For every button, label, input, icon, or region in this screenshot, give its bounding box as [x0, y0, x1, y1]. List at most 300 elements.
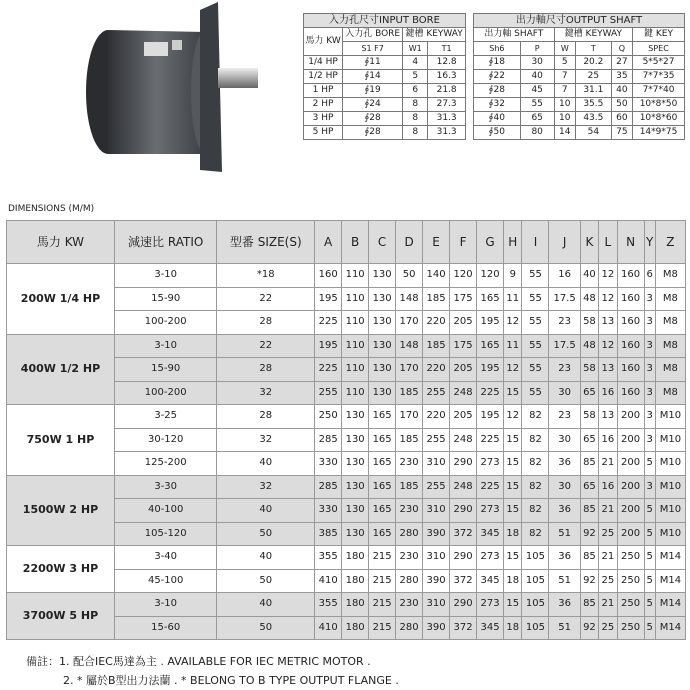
- table-cell: 65: [580, 475, 598, 499]
- table-cell: 160: [617, 311, 644, 335]
- table-cell: 225: [477, 475, 504, 499]
- table-cell: 310: [423, 452, 450, 476]
- table-cell: 17.5: [549, 287, 580, 311]
- table-cell: M10: [655, 522, 685, 546]
- table-cell: 130: [342, 452, 369, 476]
- table-cell: 3-10: [114, 264, 216, 288]
- table-cell: 1 HP: [304, 84, 343, 98]
- table-cell: 165: [369, 428, 396, 452]
- table-cell: 60: [611, 112, 632, 126]
- table-cell: 3-10: [114, 334, 216, 358]
- power-label: 400W 1/2 HP: [7, 334, 115, 405]
- table-cell: 18: [504, 522, 522, 546]
- table-row: [304, 84, 466, 98]
- table-row: [474, 112, 685, 126]
- table-cell: 175: [450, 334, 477, 358]
- table-cell: 285: [315, 428, 342, 452]
- table-cell: 5: [644, 593, 655, 617]
- table-row: [7, 264, 686, 288]
- column-header: L: [599, 221, 617, 264]
- table-cell: 25: [599, 569, 617, 593]
- table-cell: 5: [644, 616, 655, 640]
- table-cell: 32: [217, 428, 315, 452]
- table-cell: 225: [477, 428, 504, 452]
- column-subheader: Q: [611, 42, 632, 56]
- table-cell: 31.3: [428, 112, 466, 126]
- table-cell: 110: [342, 311, 369, 335]
- table-cell: 290: [450, 452, 477, 476]
- table-cell: 11: [504, 334, 522, 358]
- table-cell: 32: [217, 475, 315, 499]
- table-cell: 32: [217, 381, 315, 405]
- table-cell: 28: [217, 358, 315, 382]
- column-subheader: Sh6: [474, 42, 521, 56]
- output-shaft-table: [473, 13, 685, 140]
- table-cell: 21.8: [428, 84, 466, 98]
- table-cell: 7: [554, 70, 575, 84]
- table-cell: 250: [315, 405, 342, 429]
- table-cell: 140: [423, 264, 450, 288]
- table-cell: 10*8*50: [633, 98, 685, 112]
- table-row: [474, 126, 685, 140]
- table-cell: 205: [450, 358, 477, 382]
- table-cell: 36: [549, 452, 580, 476]
- table-cell: 175: [450, 287, 477, 311]
- table-cell: 280: [396, 522, 423, 546]
- table-cell: 12: [599, 264, 617, 288]
- table-cell: 5: [554, 56, 575, 70]
- table-row: [304, 56, 466, 70]
- table-cell: 285: [315, 475, 342, 499]
- table-cell: 82: [522, 475, 549, 499]
- table-cell: 14*9*75: [633, 126, 685, 140]
- table-cell: 130: [342, 522, 369, 546]
- table-cell: 21: [599, 593, 617, 617]
- table-cell: 40: [217, 546, 315, 570]
- table-cell: 45: [520, 84, 554, 98]
- table-row: [7, 334, 686, 358]
- table-cell: 31.3: [428, 126, 466, 140]
- table-cell: ∮14: [343, 70, 403, 84]
- table-cell: 105-120: [114, 522, 216, 546]
- table-cell: 105: [522, 569, 549, 593]
- table-cell: 255: [423, 428, 450, 452]
- table-cell: M8: [655, 264, 685, 288]
- table-cell: 12: [599, 287, 617, 311]
- table-cell: 50: [611, 98, 632, 112]
- keyway-header: 鍵槽 KEYWAY: [403, 28, 466, 42]
- table-cell: 5: [644, 452, 655, 476]
- table-cell: 58: [580, 311, 598, 335]
- table-cell: ∮32: [474, 98, 521, 112]
- table-cell: 5: [644, 569, 655, 593]
- table-cell: 130: [342, 405, 369, 429]
- table-cell: 9: [504, 264, 522, 288]
- table-cell: 125-200: [114, 452, 216, 476]
- input-bore-title: 入力孔尺寸INPUT BORE: [304, 14, 466, 28]
- table-cell: 12: [504, 311, 522, 335]
- table-cell: 15-60: [114, 616, 216, 640]
- table-cell: M10: [655, 475, 685, 499]
- table-cell: 3-25: [114, 405, 216, 429]
- column-header: H: [504, 221, 522, 264]
- table-cell: 130: [369, 287, 396, 311]
- table-cell: 20.2: [575, 56, 611, 70]
- table-cell: 5: [644, 499, 655, 523]
- table-cell: 215: [369, 569, 396, 593]
- table-cell: M14: [655, 569, 685, 593]
- table-cell: 92: [580, 522, 598, 546]
- table-cell: 85: [580, 499, 598, 523]
- table-cell: 248: [450, 475, 477, 499]
- table-cell: 110: [342, 334, 369, 358]
- table-cell: 7*7*35: [633, 70, 685, 84]
- table-cell: 50: [217, 616, 315, 640]
- table-cell: 148: [396, 334, 423, 358]
- column-subheader: W: [554, 42, 575, 56]
- table-row: [474, 70, 685, 84]
- power-label: 200W 1/4 HP: [7, 264, 115, 335]
- table-cell: 36: [549, 546, 580, 570]
- table-cell: ∮11: [343, 56, 403, 70]
- table-cell: 15: [504, 428, 522, 452]
- table-cell: 290: [450, 546, 477, 570]
- table-cell: 1/2 HP: [304, 70, 343, 84]
- table-cell: 130: [369, 381, 396, 405]
- table-cell: 290: [450, 593, 477, 617]
- table-cell: 65: [580, 428, 598, 452]
- table-row: [7, 593, 686, 617]
- table-cell: 410: [315, 616, 342, 640]
- notes: [26, 652, 399, 690]
- table-cell: 185: [396, 428, 423, 452]
- table-cell: 170: [396, 358, 423, 382]
- table-cell: 3: [644, 287, 655, 311]
- table-cell: 273: [477, 499, 504, 523]
- table-cell: 290: [450, 499, 477, 523]
- table-cell: 3-40: [114, 546, 216, 570]
- column-header: D: [396, 221, 423, 264]
- table-cell: 50: [217, 569, 315, 593]
- table-cell: 130: [342, 428, 369, 452]
- table-cell: 410: [315, 569, 342, 593]
- table-cell: 200: [617, 522, 644, 546]
- s1f7-header: S1 F7: [343, 42, 403, 56]
- table-cell: 15: [504, 546, 522, 570]
- table-cell: ∮40: [474, 112, 521, 126]
- table-cell: 165: [369, 475, 396, 499]
- table-cell: M10: [655, 405, 685, 429]
- table-cell: 200: [617, 452, 644, 476]
- table-cell: 195: [477, 358, 504, 382]
- table-cell: 45-100: [114, 569, 216, 593]
- keyway-header: 鍵槽 KEYWAY: [554, 28, 632, 42]
- table-cell: 58: [580, 405, 598, 429]
- table-cell: 180: [342, 569, 369, 593]
- table-cell: ∮28: [343, 112, 403, 126]
- table-cell: 5*5*27: [633, 56, 685, 70]
- column-header: 馬力 KW: [7, 221, 115, 264]
- table-cell: 82: [522, 428, 549, 452]
- table-cell: 16: [549, 264, 580, 288]
- table-cell: 195: [315, 287, 342, 311]
- column-header: I: [522, 221, 549, 264]
- table-cell: 16: [599, 428, 617, 452]
- table-cell: 100-200: [114, 381, 216, 405]
- table-cell: 2 HP: [304, 98, 343, 112]
- table-cell: 345: [477, 569, 504, 593]
- table-row: [7, 546, 686, 570]
- table-cell: 195: [477, 405, 504, 429]
- table-cell: 255: [423, 475, 450, 499]
- table-cell: 40: [580, 264, 598, 288]
- table-cell: 12.8: [428, 56, 466, 70]
- note-2: 2. * 屬於B型出力法蘭 . * BELONG TO B TYPE OUTPUT FLANGE .: [63, 674, 399, 687]
- table-row: [474, 98, 685, 112]
- table-row: [7, 475, 686, 499]
- table-cell: 10: [554, 112, 575, 126]
- bore-header: 入力孔 BORE: [343, 28, 403, 42]
- table-cell: 30: [520, 56, 554, 70]
- table-cell: 15: [504, 381, 522, 405]
- table-cell: 25: [575, 70, 611, 84]
- table-cell: 160: [617, 287, 644, 311]
- column-header: C: [369, 221, 396, 264]
- table-cell: 36: [549, 593, 580, 617]
- table-cell: 195: [477, 311, 504, 335]
- table-cell: 40: [611, 84, 632, 98]
- table-cell: 110: [342, 287, 369, 311]
- table-cell: 11: [504, 287, 522, 311]
- table-cell: 372: [450, 522, 477, 546]
- table-cell: 165: [369, 405, 396, 429]
- table-cell: ∮19: [343, 84, 403, 98]
- table-cell: 85: [580, 452, 598, 476]
- table-cell: 130: [369, 334, 396, 358]
- table-cell: 13: [599, 358, 617, 382]
- table-cell: 23: [549, 311, 580, 335]
- table-cell: 5: [403, 70, 428, 84]
- table-cell: 40: [217, 593, 315, 617]
- table-cell: 15: [504, 593, 522, 617]
- table-cell: 215: [369, 546, 396, 570]
- table-cell: 43.5: [575, 112, 611, 126]
- column-header: Z: [655, 221, 685, 264]
- table-cell: 8: [403, 126, 428, 140]
- table-cell: 105: [522, 593, 549, 617]
- output-shaft-title: 出力軸尺寸OUTPUT SHAFT: [474, 14, 685, 28]
- power-label: 750W 1 HP: [7, 405, 115, 476]
- column-header: J: [549, 221, 580, 264]
- table-cell: 130: [342, 475, 369, 499]
- table-cell: 21: [599, 499, 617, 523]
- table-row: [304, 98, 466, 112]
- table-cell: 22: [217, 334, 315, 358]
- table-cell: M8: [655, 287, 685, 311]
- column-header: N: [617, 221, 644, 264]
- table-row: [7, 405, 686, 429]
- shaft-header: 出力軸 SHAFT: [474, 28, 555, 42]
- power-header: 馬力 KW: [304, 28, 343, 56]
- w1-header: W1: [403, 42, 428, 56]
- column-header: Y: [644, 221, 655, 264]
- table-cell: 17.5: [549, 334, 580, 358]
- table-cell: 55: [520, 98, 554, 112]
- table-cell: 255: [423, 381, 450, 405]
- table-cell: 372: [450, 569, 477, 593]
- table-cell: 85: [580, 593, 598, 617]
- table-cell: M14: [655, 546, 685, 570]
- table-cell: 372: [450, 616, 477, 640]
- table-cell: 65: [520, 112, 554, 126]
- table-cell: 75: [611, 126, 632, 140]
- table-cell: 105: [522, 546, 549, 570]
- table-cell: 50: [217, 522, 315, 546]
- table-cell: 205: [450, 311, 477, 335]
- table-cell: 215: [369, 593, 396, 617]
- table-cell: 15-90: [114, 358, 216, 382]
- table-cell: 27: [611, 56, 632, 70]
- table-cell: ∮28: [474, 84, 521, 98]
- table-cell: 3-10: [114, 593, 216, 617]
- table-cell: 22: [217, 287, 315, 311]
- table-cell: 13: [599, 405, 617, 429]
- column-header: B: [342, 221, 369, 264]
- table-cell: 165: [477, 287, 504, 311]
- table-cell: 55: [522, 287, 549, 311]
- table-cell: 3: [644, 311, 655, 335]
- table-cell: 28: [217, 311, 315, 335]
- table-cell: 165: [369, 499, 396, 523]
- table-cell: 14: [554, 126, 575, 140]
- table-cell: 3: [644, 334, 655, 358]
- table-cell: 3: [644, 475, 655, 499]
- table-cell: 3 HP: [304, 112, 343, 126]
- table-cell: 65: [580, 381, 598, 405]
- table-cell: 195: [315, 334, 342, 358]
- table-cell: M10: [655, 452, 685, 476]
- column-header: F: [450, 221, 477, 264]
- table-cell: 48: [580, 334, 598, 358]
- table-cell: 18: [504, 569, 522, 593]
- table-cell: 31.1: [575, 84, 611, 98]
- table-cell: 160: [617, 381, 644, 405]
- table-cell: 35.5: [575, 98, 611, 112]
- table-cell: 35: [611, 70, 632, 84]
- table-cell: 12: [599, 334, 617, 358]
- table-cell: 10: [554, 98, 575, 112]
- table-cell: 130: [342, 499, 369, 523]
- dimensions-title: DIMENSIONS (M/M): [8, 204, 95, 214]
- table-cell: 30: [549, 475, 580, 499]
- table-cell: 310: [423, 593, 450, 617]
- table-cell: 170: [396, 405, 423, 429]
- table-cell: 30: [549, 381, 580, 405]
- table-cell: 92: [580, 569, 598, 593]
- table-cell: 330: [315, 452, 342, 476]
- table-cell: 355: [315, 546, 342, 570]
- column-header: 減速比 RATIO: [114, 221, 216, 264]
- column-header: K: [580, 221, 598, 264]
- table-cell: 280: [396, 569, 423, 593]
- table-cell: 160: [315, 264, 342, 288]
- table-cell: 130: [369, 311, 396, 335]
- table-cell: 390: [423, 522, 450, 546]
- table-cell: 3: [644, 428, 655, 452]
- key-header: 鍵 KEY: [633, 28, 685, 42]
- column-subheader: SPEC: [633, 42, 685, 56]
- table-cell: 310: [423, 546, 450, 570]
- table-cell: *18: [217, 264, 315, 288]
- column-header: A: [315, 221, 342, 264]
- table-cell: ∮18: [474, 56, 521, 70]
- table-cell: 230: [396, 546, 423, 570]
- table-cell: 15: [504, 452, 522, 476]
- table-cell: 7: [554, 84, 575, 98]
- table-cell: 6: [403, 84, 428, 98]
- table-row: [474, 56, 685, 70]
- table-cell: 25: [599, 616, 617, 640]
- table-cell: 200: [617, 428, 644, 452]
- table-cell: 55: [522, 311, 549, 335]
- table-cell: 40: [217, 452, 315, 476]
- table-cell: ∮24: [343, 98, 403, 112]
- table-row: [304, 70, 466, 84]
- table-cell: 21: [599, 452, 617, 476]
- table-cell: 25: [599, 522, 617, 546]
- table-cell: 54: [575, 126, 611, 140]
- t1-header: T1: [428, 42, 466, 56]
- column-subheader: T: [575, 42, 611, 56]
- table-cell: 5 HP: [304, 126, 343, 140]
- table-cell: 148: [396, 287, 423, 311]
- table-cell: 55: [522, 381, 549, 405]
- table-cell: 180: [342, 593, 369, 617]
- table-cell: 200: [617, 405, 644, 429]
- table-cell: 355: [315, 593, 342, 617]
- table-cell: 200: [617, 475, 644, 499]
- table-cell: M8: [655, 334, 685, 358]
- table-cell: 130: [369, 358, 396, 382]
- column-header: E: [423, 221, 450, 264]
- table-cell: 23: [549, 358, 580, 382]
- table-cell: 180: [342, 616, 369, 640]
- table-cell: 3-30: [114, 475, 216, 499]
- table-row: [304, 112, 466, 126]
- table-cell: 1/4 HP: [304, 56, 343, 70]
- table-cell: 21: [599, 546, 617, 570]
- table-cell: 36: [549, 499, 580, 523]
- table-cell: 250: [617, 616, 644, 640]
- table-cell: 8: [403, 98, 428, 112]
- table-row: [304, 126, 466, 140]
- table-cell: 12: [504, 358, 522, 382]
- table-cell: 10*8*60: [633, 112, 685, 126]
- column-subheader: P: [520, 42, 554, 56]
- table-cell: 100-200: [114, 311, 216, 335]
- table-cell: 220: [423, 358, 450, 382]
- table-cell: 51: [549, 569, 580, 593]
- table-cell: 12: [504, 405, 522, 429]
- table-cell: 48: [580, 287, 598, 311]
- table-cell: 185: [396, 475, 423, 499]
- table-cell: 27.3: [428, 98, 466, 112]
- table-cell: 220: [423, 405, 450, 429]
- table-cell: 160: [617, 264, 644, 288]
- table-cell: 120: [477, 264, 504, 288]
- table-cell: 273: [477, 546, 504, 570]
- table-cell: 215: [369, 616, 396, 640]
